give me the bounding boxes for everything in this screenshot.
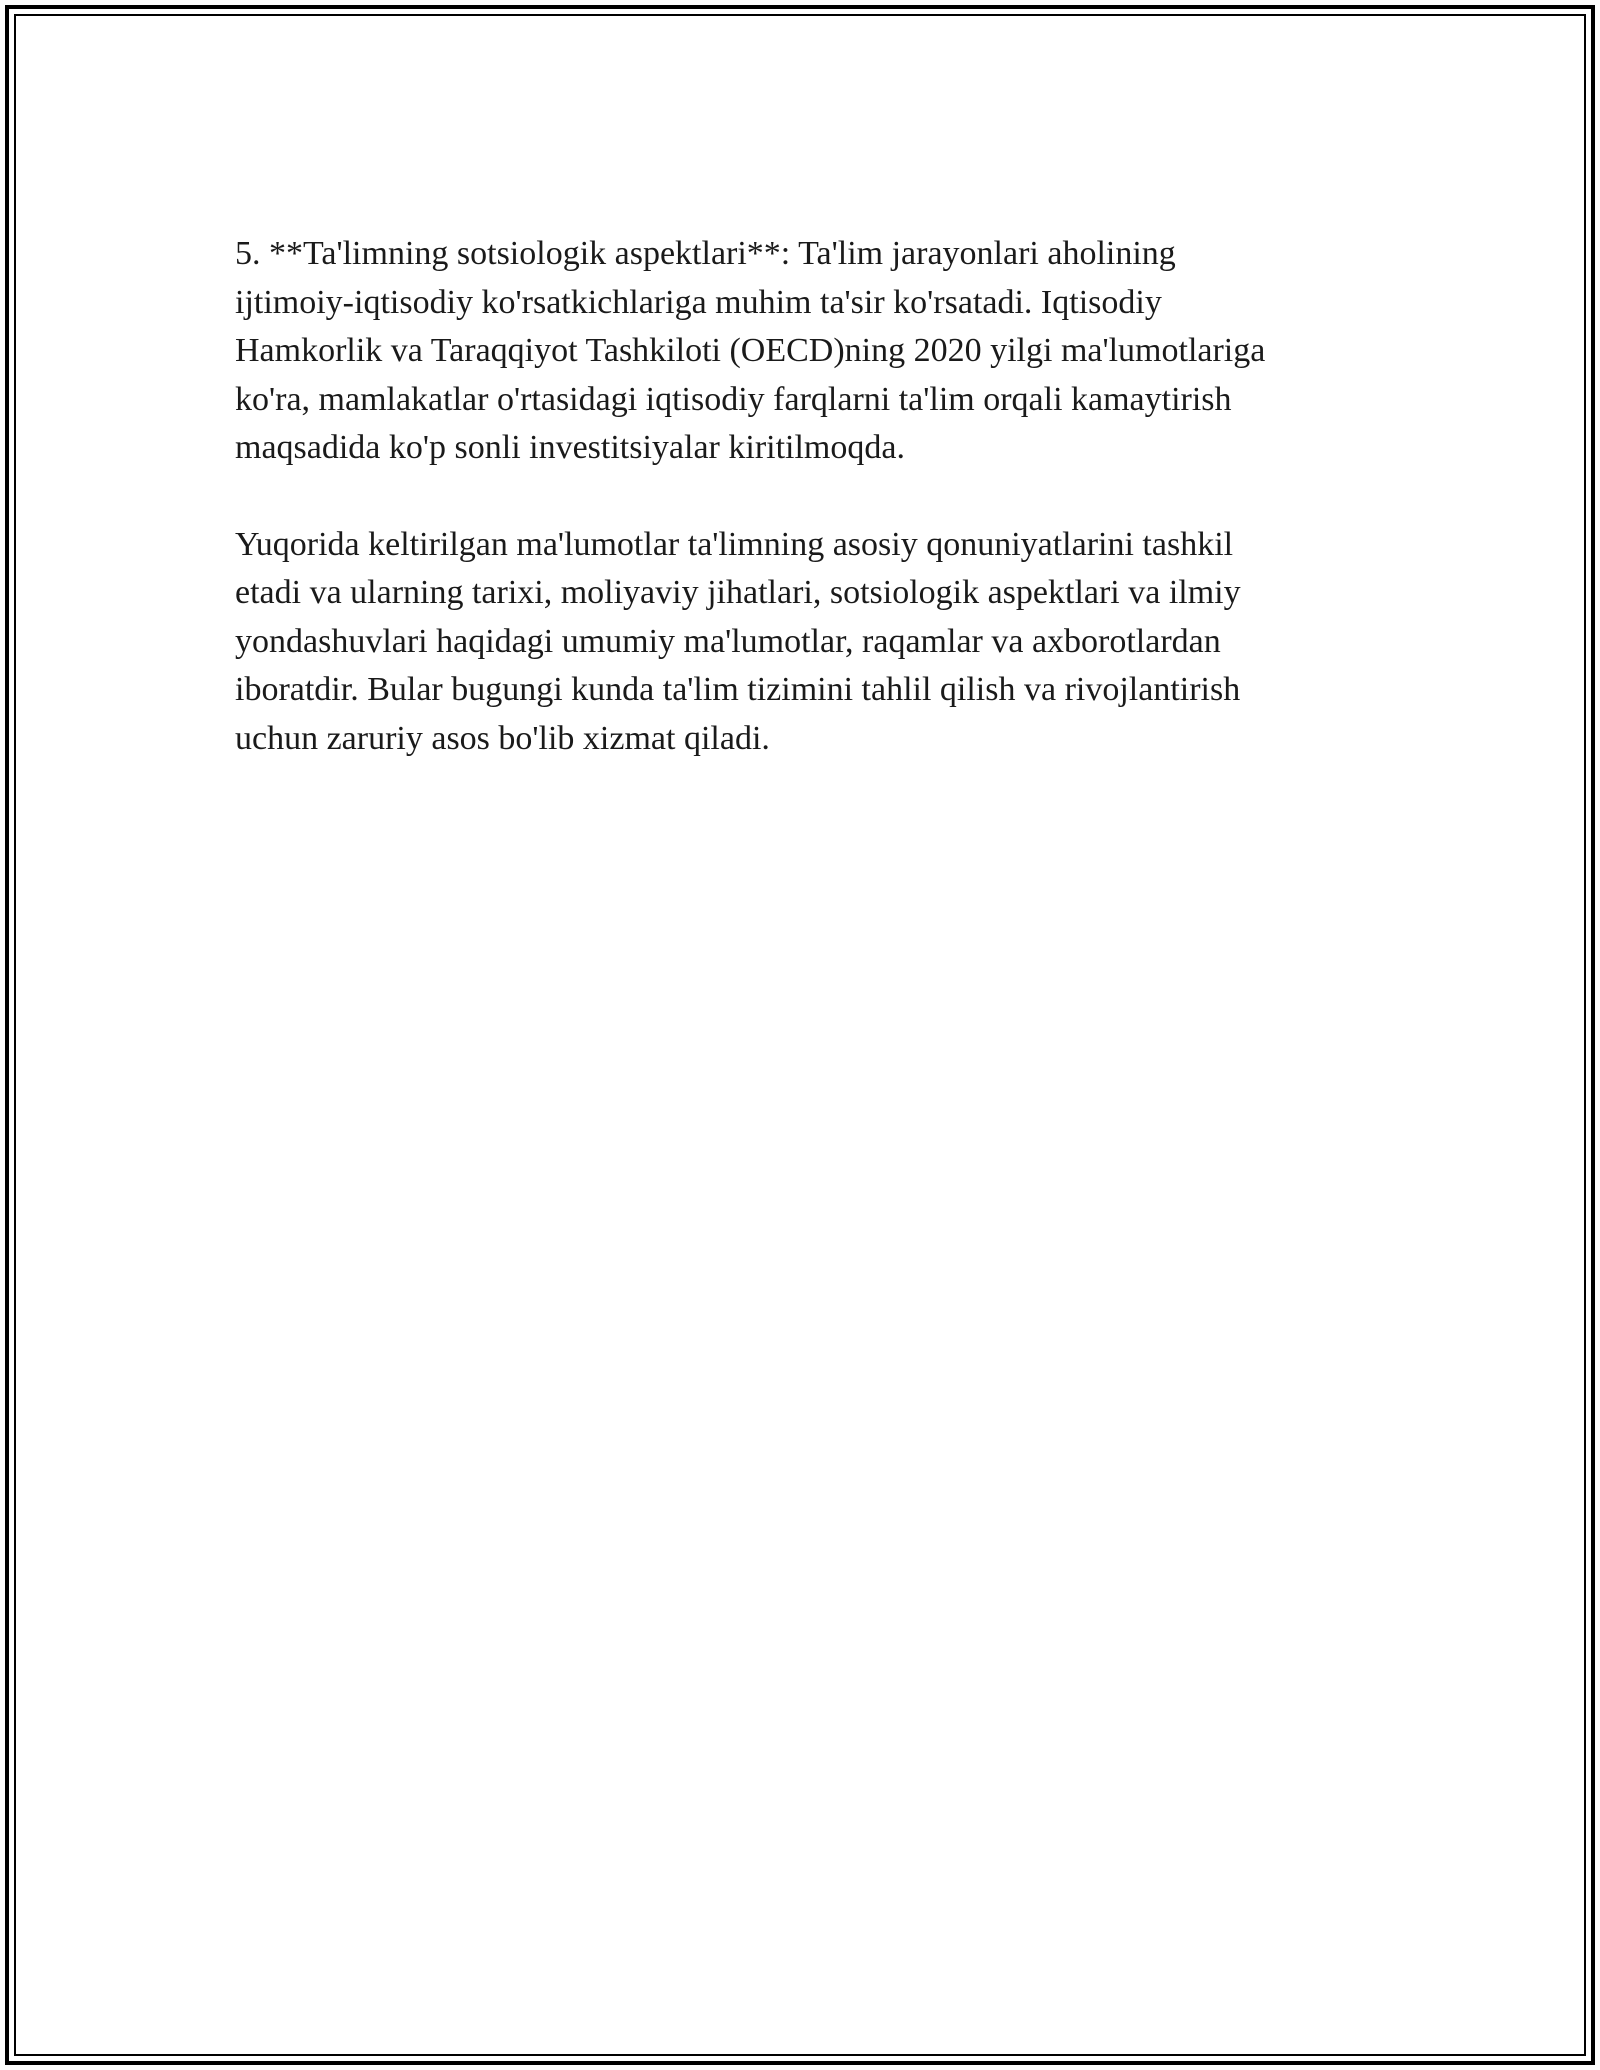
paragraph-sociological-aspects: 5. **Ta'limning sotsiologik aspektlari**: Ta'lim jarayonlari aholining ijtimoiy-iqtisodiy ko'rsatkichlariga muhim ta'sir ko'rsatadi. Iqtisodiy Hamkorlik va Taraqqiyot Tashkiloti (OECD)ning 2020 yilgi ma'lumotlariga ko'ra, mamlakatlar o'rtasidagi iqtisodiy farqlarni ta'lim orqali kamaytirish maqsadida ko'p sonli investitsiyalar kiritilmoqda. [235, 235, 1266, 466]
document-body [235, 230, 1365, 811]
paragraph-summary: Yuqorida keltirilgan ma'lumotlar ta'limning asosiy qonuniyatlarini tashkil etadi va ularning tarixi, moliyaviy jihatlari, sotsiologik aspektlari va ilmiy yondashuvlari haqidagi umumiy ma'lumotlar, raqamlar va axborotlardan iboratdir. Bular bugungi kunda ta'lim tizimini tahlil qilish va rivojlantirish uchun zaruriy asos bo'lib xizmat qiladi. [235, 525, 1241, 757]
